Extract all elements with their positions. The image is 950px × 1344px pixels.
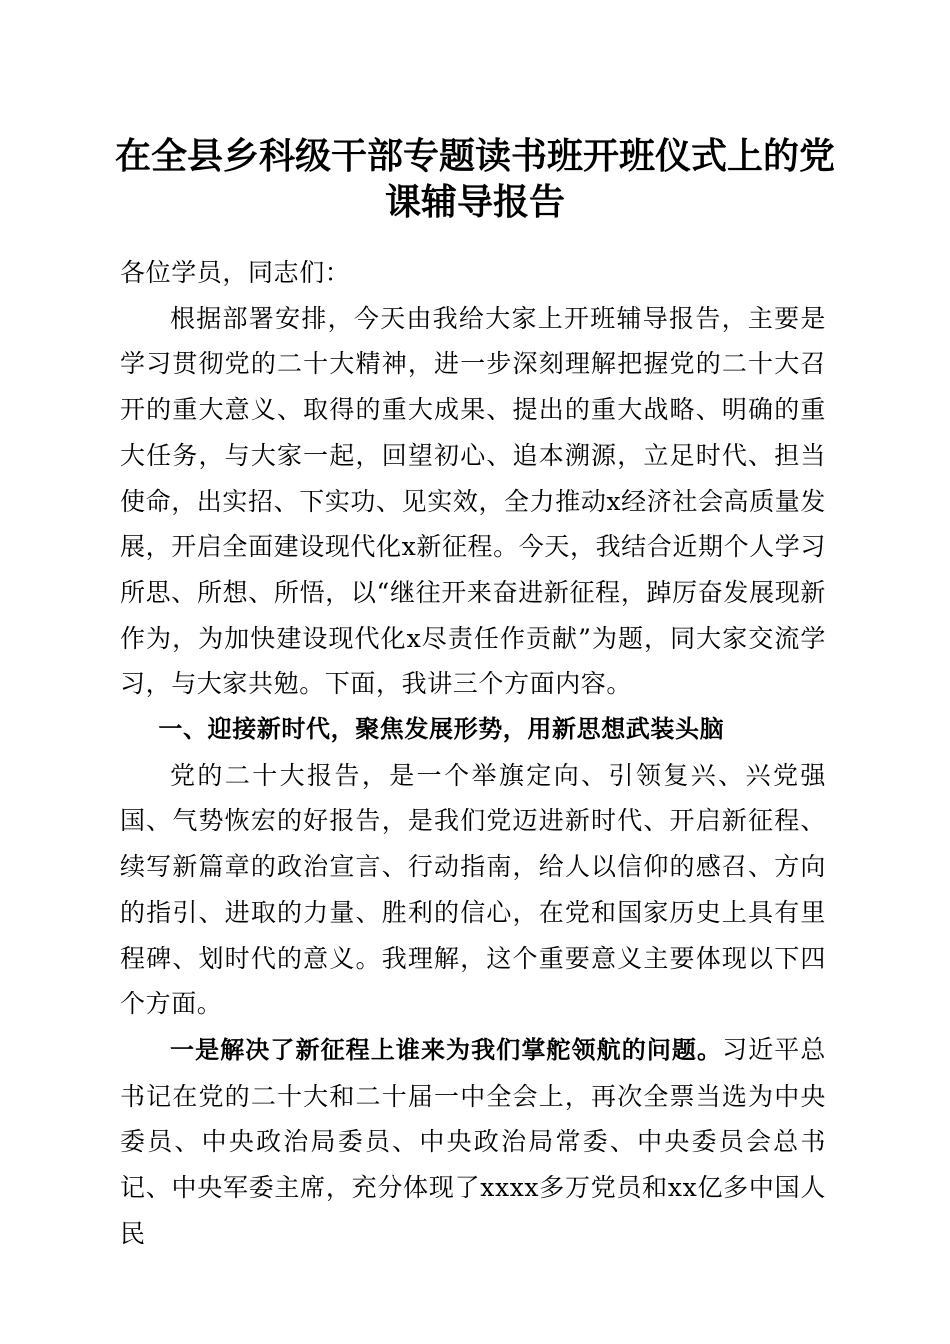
salutation: 各位学员，同志们： (120, 258, 351, 287)
section-1-paragraph: 党的二十大报告，是一个举旗定向、引领复兴、兴党强国、气势恢宏的好报告，是我们党迈进新时代、开启新征程、续写新篇章的政治宣言、行动指南，给人以信仰的感召、方向的指引、进取的力量、胜利的信心，在党和国家历史上具有里程碑、划时代的意义。我理解，这个重要意义主要体现以下四个方面。 (120, 760, 826, 1019)
document-title: 在全县乡科级干部专题读书班开班仪式上的党课辅导报告 (114, 136, 835, 223)
document-body (120, 250, 826, 1256)
point-1-paragraph (120, 1027, 826, 1257)
intro-paragraph: 根据部署安排，今天由我给大家上开班辅导报告，主要是学习贯彻党的二十大精神，进一步深刻理解把握党的二十大召开的重大意义、取得的重大成果、提出的重大战略、明确的重大任务，与大家一起，回望初心、追本溯源，立足时代、担当使命，出实招、下实功、见实效，全力推动x经济社会高质量发展，开启全面建设现代化x新征程。今天，我结合近期个人学习所思、所想、所悟，以“继往开来奋进新征程，踔厉奋发展现新作为，为加快建设现代化x尽责任作贡献”为题，同大家交流学习，与大家共勉。下面，我讲三个方面内容。 (120, 303, 826, 699)
section-heading-1: 一、迎接新时代，聚焦发展形势，用新思想武装头脑 (158, 715, 725, 744)
point-1-lead: 一是解决了新征程上谁来为我们掌舵领航的问题。 (170, 1035, 723, 1064)
point-1-text: 习近平总书记在党的二十大和二十届一中全会上，再次全票当选为中央委员、中央政治局委员、中央政治局常委、中央委员会总书记、中央军委主席，充分体现了xxxx多万党员和xx亿多中国人民 (120, 1034, 826, 1248)
